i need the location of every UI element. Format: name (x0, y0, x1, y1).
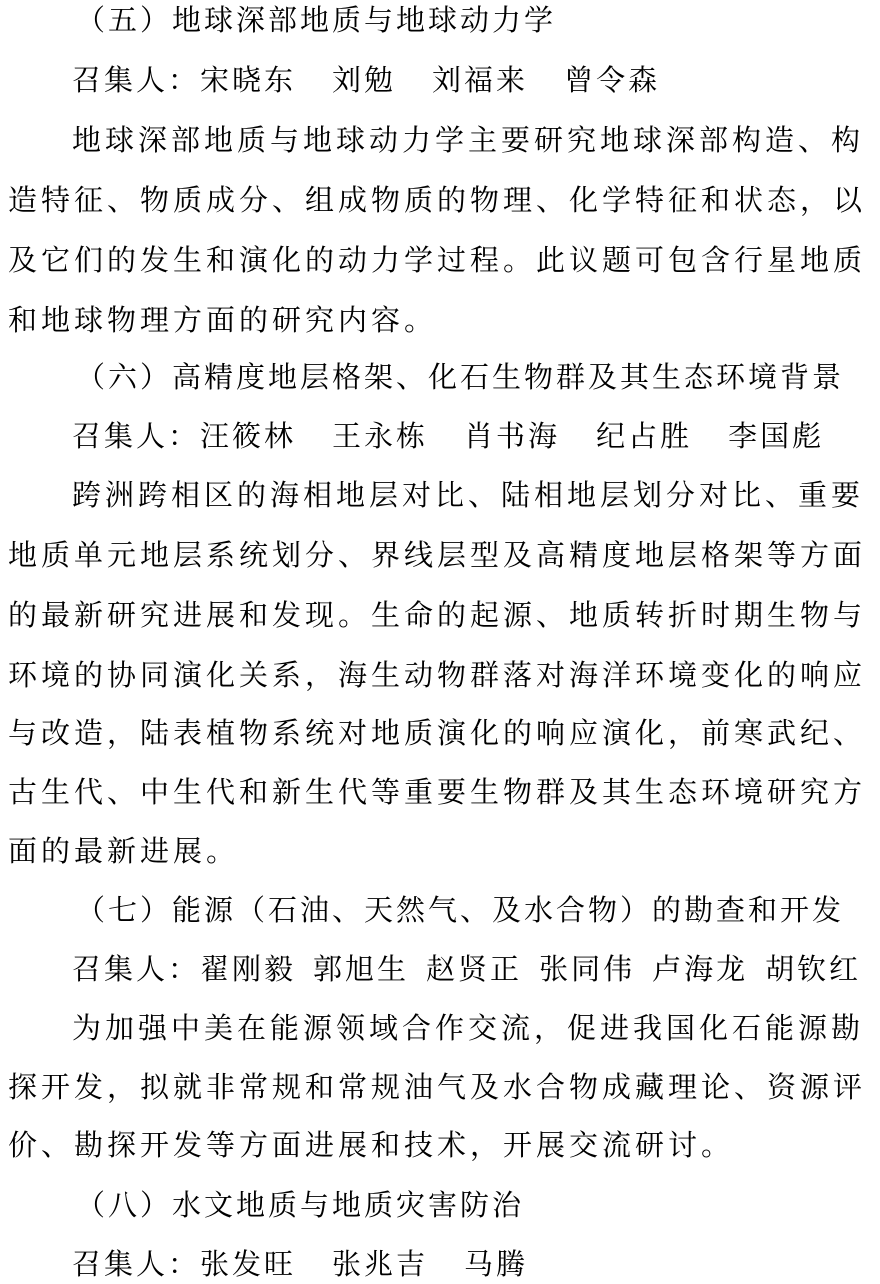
paragraph-line: 的最新研究进展和发现。生命的起源、地质转折时期生物与 (8, 598, 867, 632)
convener-name: 翟刚毅 (200, 952, 297, 986)
paragraph-line: 探开发，拟就非常规和常规油气及水合物成藏理论、资源评 (8, 1070, 867, 1104)
convener-name: 曾令森 (564, 63, 661, 97)
paragraph-line: 和地球物理方面的研究内容。 (8, 303, 438, 337)
convener-name: 胡钦红 (765, 952, 862, 986)
convener-line (72, 416, 824, 456)
convener-name: 纪占胜 (596, 419, 693, 453)
convener-name: 马腾 (464, 1247, 529, 1281)
convener-line (72, 60, 660, 100)
section-heading: （五）地球深部地质与地球动力学 (76, 3, 557, 37)
convener-name: 刘福来 (432, 63, 529, 97)
section-heading: （八）水文地质与地质灾害防治 (76, 1188, 525, 1222)
convener-name: 张同伟 (539, 952, 636, 986)
paragraph-line: 及它们的发生和演化的动力学过程。此议题可包含行星地质 (8, 243, 867, 277)
convener-name: 宋晓东 (200, 63, 297, 97)
convener-label: 召集人： (72, 419, 201, 453)
convener-label: 召集人： (72, 952, 201, 986)
paragraph-line: 价、勘探开发等方面进展和技术，开展交流研讨。 (8, 1128, 735, 1162)
paragraph-line: 面的最新进展。 (8, 834, 240, 868)
convener-line (72, 949, 861, 989)
convener-name: 赵贤正 (426, 952, 523, 986)
convener-line (72, 1244, 528, 1284)
convener-name: 郭旭生 (313, 952, 410, 986)
convener-name: 李国彪 (728, 419, 825, 453)
paragraph-line: 为加强中美在能源领域合作交流，促进我国化石能源勘 (72, 1011, 865, 1045)
convener-label: 召集人： (72, 63, 201, 97)
paragraph-line: 与改造，陆表植物系统对地质演化的响应演化，前寒武纪、 (8, 716, 867, 750)
convener-name: 张兆吉 (332, 1247, 429, 1281)
section-heading: （七）能源（石油、天然气、及水合物）的勘查和开发 (76, 893, 845, 927)
convener-name: 张发旺 (200, 1247, 297, 1281)
paragraph-line: 跨洲跨相区的海相地层对比、陆相地层划分对比、重要 (72, 478, 865, 512)
convener-label: 召集人： (72, 1247, 201, 1281)
paragraph-line: 地质单元地层系统划分、界线层型及高精度地层格架等方面 (8, 538, 867, 572)
convener-name: 王永栋 (332, 419, 429, 453)
convener-name: 卢海龙 (652, 952, 749, 986)
paragraph-line: 造特征、物质成分、组成物质的物理、化学特征和状态，以 (8, 183, 867, 217)
section-heading: （六）高精度地层格架、化石生物群及其生态环境背景 (76, 360, 845, 394)
convener-name: 刘勉 (332, 63, 397, 97)
convener-name: 肖书海 (464, 419, 561, 453)
paragraph-line: 地球深部地质与地球动力学主要研究地球深部构造、构 (72, 123, 865, 157)
paragraph-line: 环境的协同演化关系，海生动物群落对海洋环境变化的响应 (8, 658, 867, 692)
paragraph-line: 古生代、中生代和新生代等重要生物群及其生态环境研究方 (8, 775, 867, 809)
convener-name: 汪筱林 (200, 419, 297, 453)
